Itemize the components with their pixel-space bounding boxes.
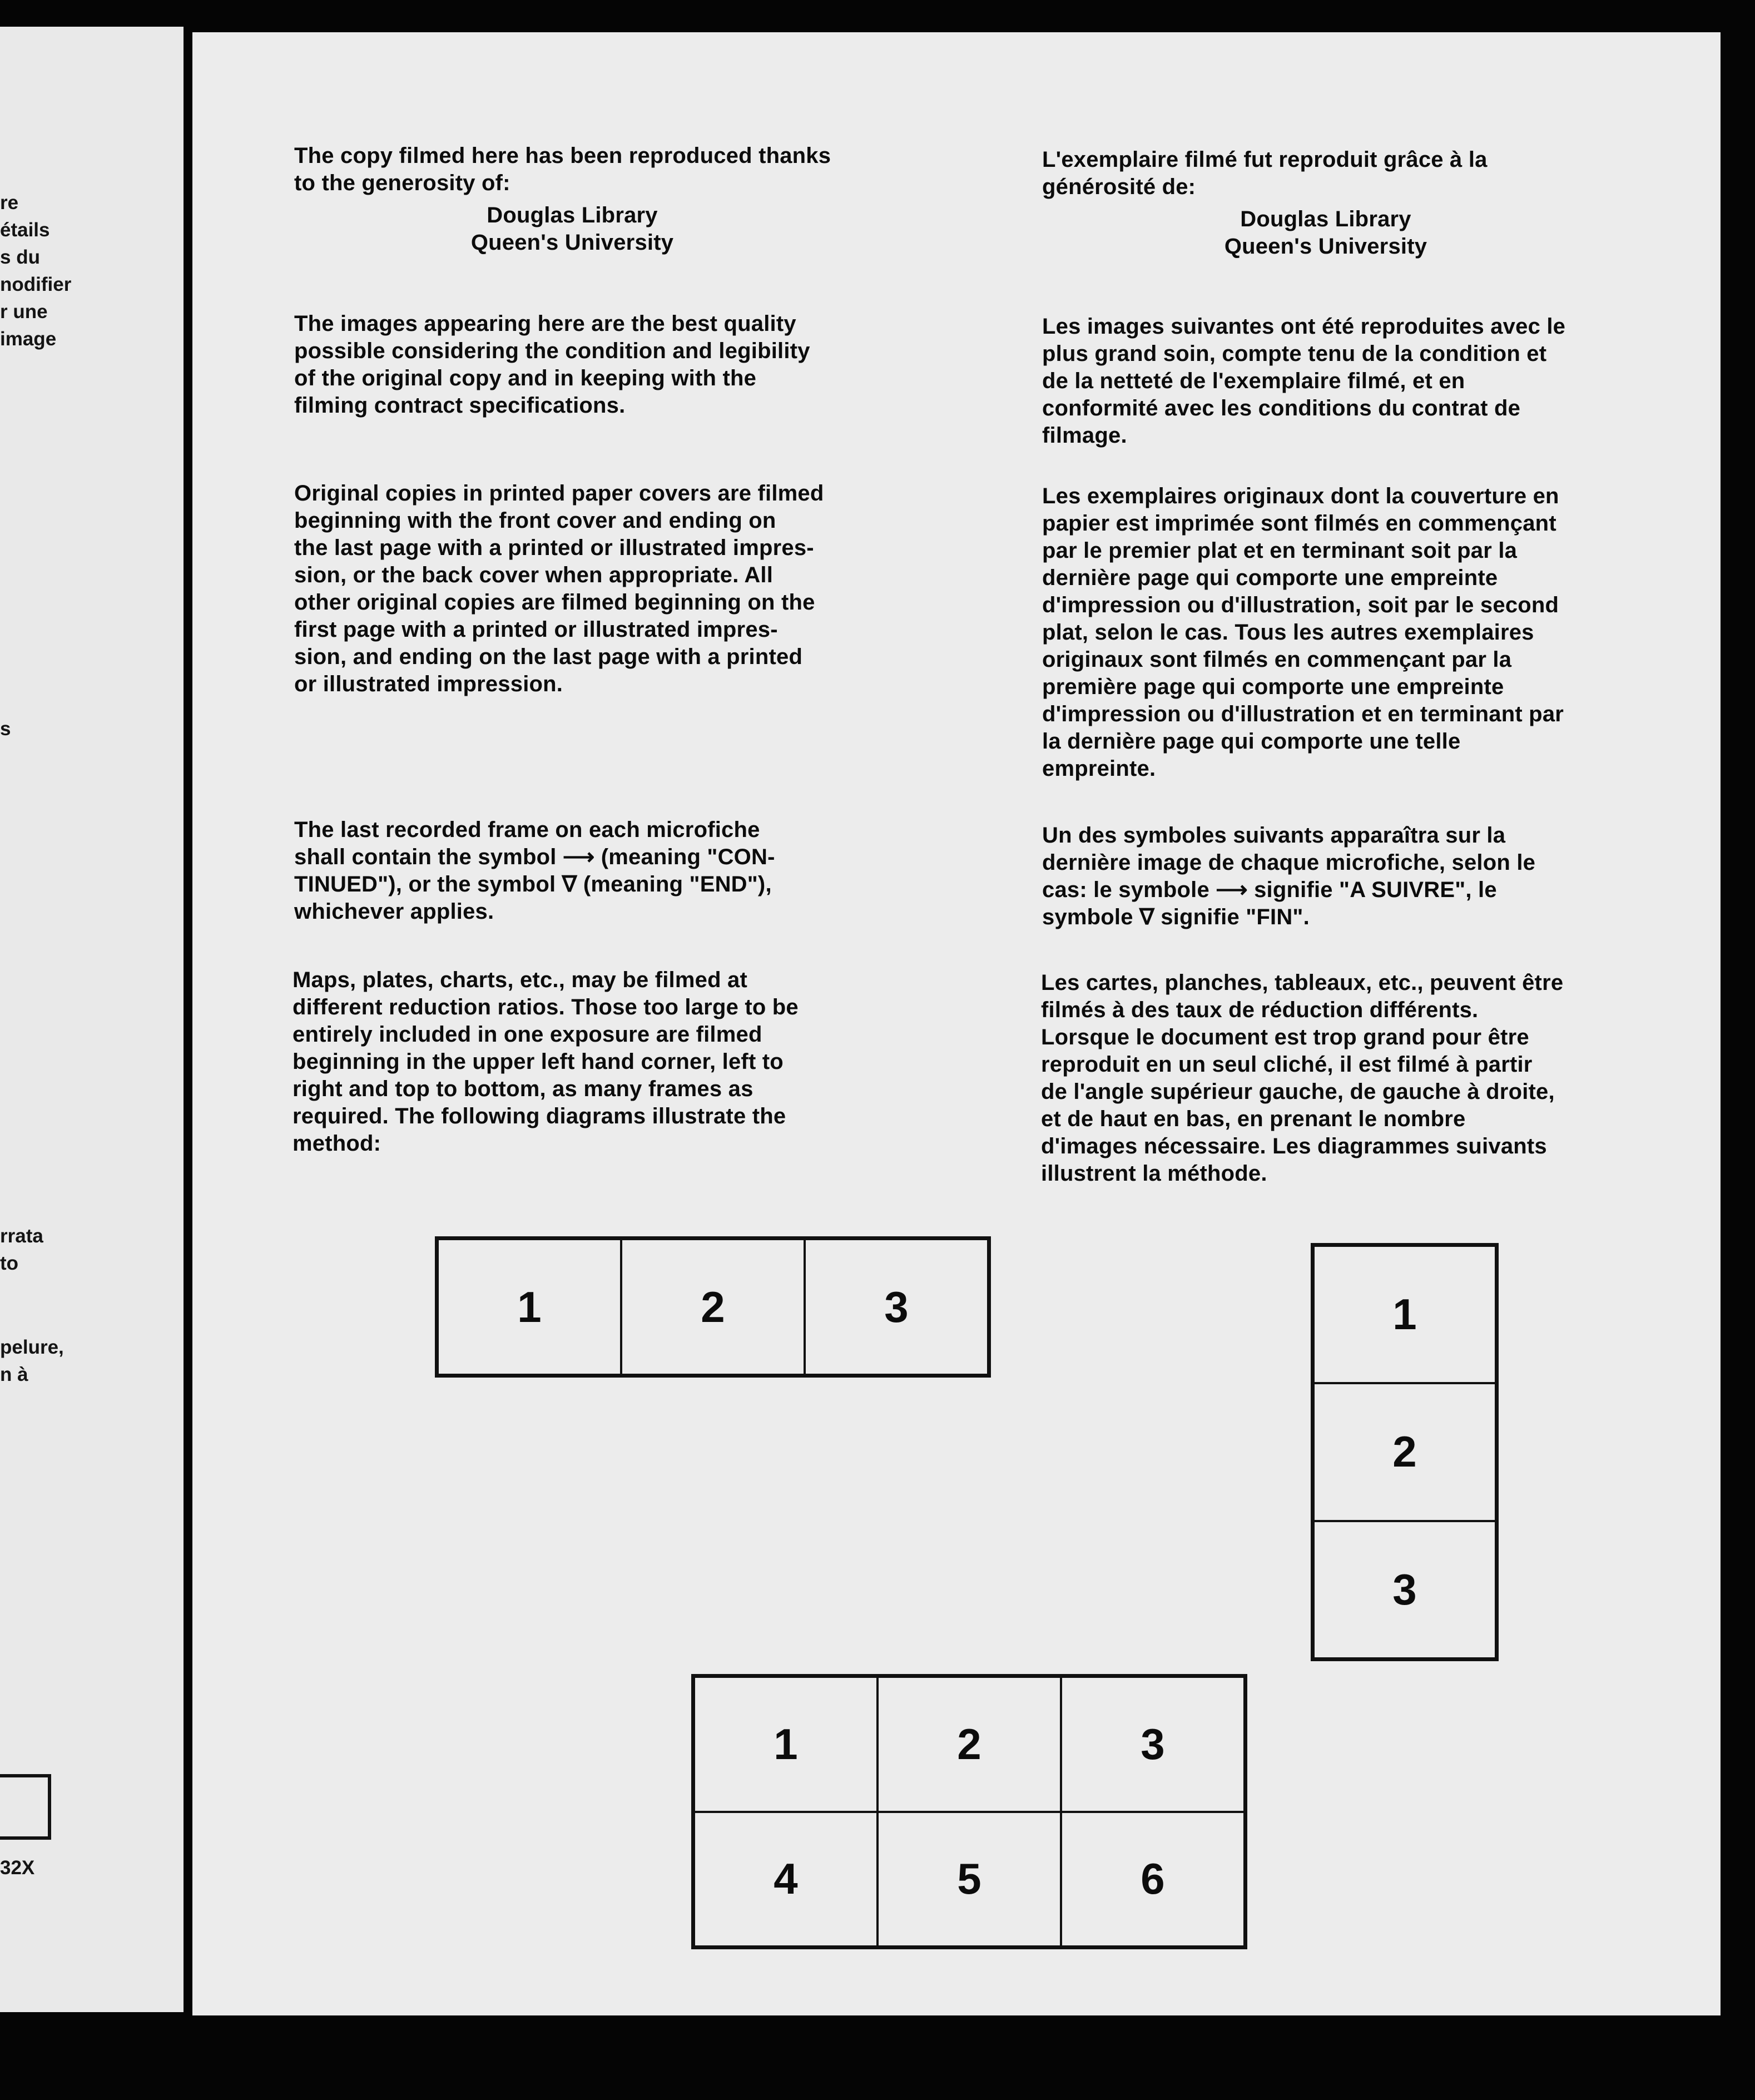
frame-cell: 5 [878, 1812, 1061, 1947]
french-maps-paragraph: Les cartes, planches, tableaux, etc., peuvent être filmés à des taux de réduction différents. Lorsque le document est trop grand pour être reproduit en un seul cliché, il est filmé à partir de l'angle supérieur gauche, de gauche à droite, et de haut en bas, en prenant le nombre d'images nécessaire. Les diagrammes suivants illustrent la méthode. [1041, 970, 1564, 1186]
left-fragment-text: s du [0, 246, 40, 268]
left-fragment-text: étails [0, 219, 50, 241]
english-symbols-paragraph: The last recorded frame on each microfiche shall contain the symbol ⟶ (meaning "CON- TINUED"), or the symbol ∇ (meaning "END"), whichever applies. [294, 818, 775, 924]
english-column [294, 142, 923, 256]
left-fragment-text: n à [0, 1364, 28, 1385]
french-symbols-paragraph: Un des symboles suivants apparaîtra sur la dernière image de chaque microfiche, selon le cas: le symbole ⟶ signifie "A SUIVRE", le symbole ∇ signifie "FIN". [1042, 823, 1536, 929]
grid-frame-diagram [691, 1674, 1247, 1949]
left-fragment-text: image [0, 328, 57, 350]
left-fragment-text: nodifier [0, 274, 72, 295]
frame-cell: 3 [805, 1239, 988, 1375]
english-maps-paragraph: Maps, plates, charts, etc., may be filmed at different reduction ratios. Those too large to be entirely included in one exposure are filmed beginning in the upper left hand corner, left to right and top to bottom, as many frames as required. The following diagrams illustrate the method: [292, 968, 799, 1156]
french-quality-paragraph: Les images suivantes ont été reproduites avec le plus grand soin, compte tenu de la condition et de la netteté de l'exemplaire filmé, et en conformité avec les conditions du contrat de filmage. [1042, 314, 1566, 448]
left-fragment-text: pelure, [0, 1336, 64, 1358]
french-library-name: Douglas Library Queen's University [1224, 207, 1427, 259]
frame-cell: 2 [878, 1677, 1061, 1812]
left-fragment-text: to [0, 1252, 19, 1274]
frame-cell: 1 [694, 1677, 878, 1812]
left-fragment-text: 32X [0, 1857, 35, 1879]
left-fragment-text: rrata [0, 1225, 43, 1247]
english-thanks-intro: The copy filmed here has been reproduced thanks to the generosity of: [294, 143, 831, 195]
english-quality-paragraph: The images appearing here are the best quality possible considering the condition and legibility of the original copy and in keeping with the filming contract specifications. [294, 311, 810, 418]
left-fragment-text: r une [0, 301, 48, 323]
frame-cell: 4 [694, 1812, 878, 1947]
frame-cell: 2 [1313, 1383, 1496, 1520]
vertical-frame-diagram [1311, 1243, 1499, 1661]
french-column [1042, 146, 1704, 260]
frame-cell: 2 [621, 1239, 805, 1375]
left-fragment-text: re [0, 192, 19, 214]
document-page [192, 32, 1721, 2015]
horizontal-frame-diagram [435, 1236, 991, 1378]
frame-cell: 1 [1313, 1246, 1496, 1383]
left-fragment-box [0, 1774, 51, 1840]
english-library-name: Douglas Library Queen's University [470, 203, 674, 255]
french-originals-paragraph: Les exemplaires originaux dont la couverture en papier est imprimée sont filmés en commençant par le premier plat et en terminant soit par la dernière page qui comporte une empreinte d'impression ou d'illustration, soit par le second plat, selon le cas. Tous les autres exemplaires originaux sont filmés en commençant par la première page qui comporte une empreinte d'impression ou d'illustration et en terminant par la dernière page qui comporte une telle empreinte. [1042, 484, 1564, 781]
frame-cell: 1 [438, 1239, 621, 1375]
french-thanks-intro: L'exemplaire filmé fut reproduit grâce à la générosité de: [1042, 147, 1488, 199]
left-page-fragment [0, 27, 184, 2012]
english-originals-paragraph: Original copies in printed paper covers are filmed beginning with the front cover and ending on the last page with a printed or illustrated impres- sion, or the back cover when appropriate. All other original copies are filmed beginning on the first page with a printed or illustrated impres- sion, and ending on the last page with a printed or illustrated impression. [294, 481, 824, 696]
left-fragment-text: s [0, 718, 11, 740]
frame-cell: 6 [1061, 1812, 1245, 1947]
frame-cell: 3 [1061, 1677, 1245, 1812]
frame-cell: 3 [1313, 1521, 1496, 1658]
